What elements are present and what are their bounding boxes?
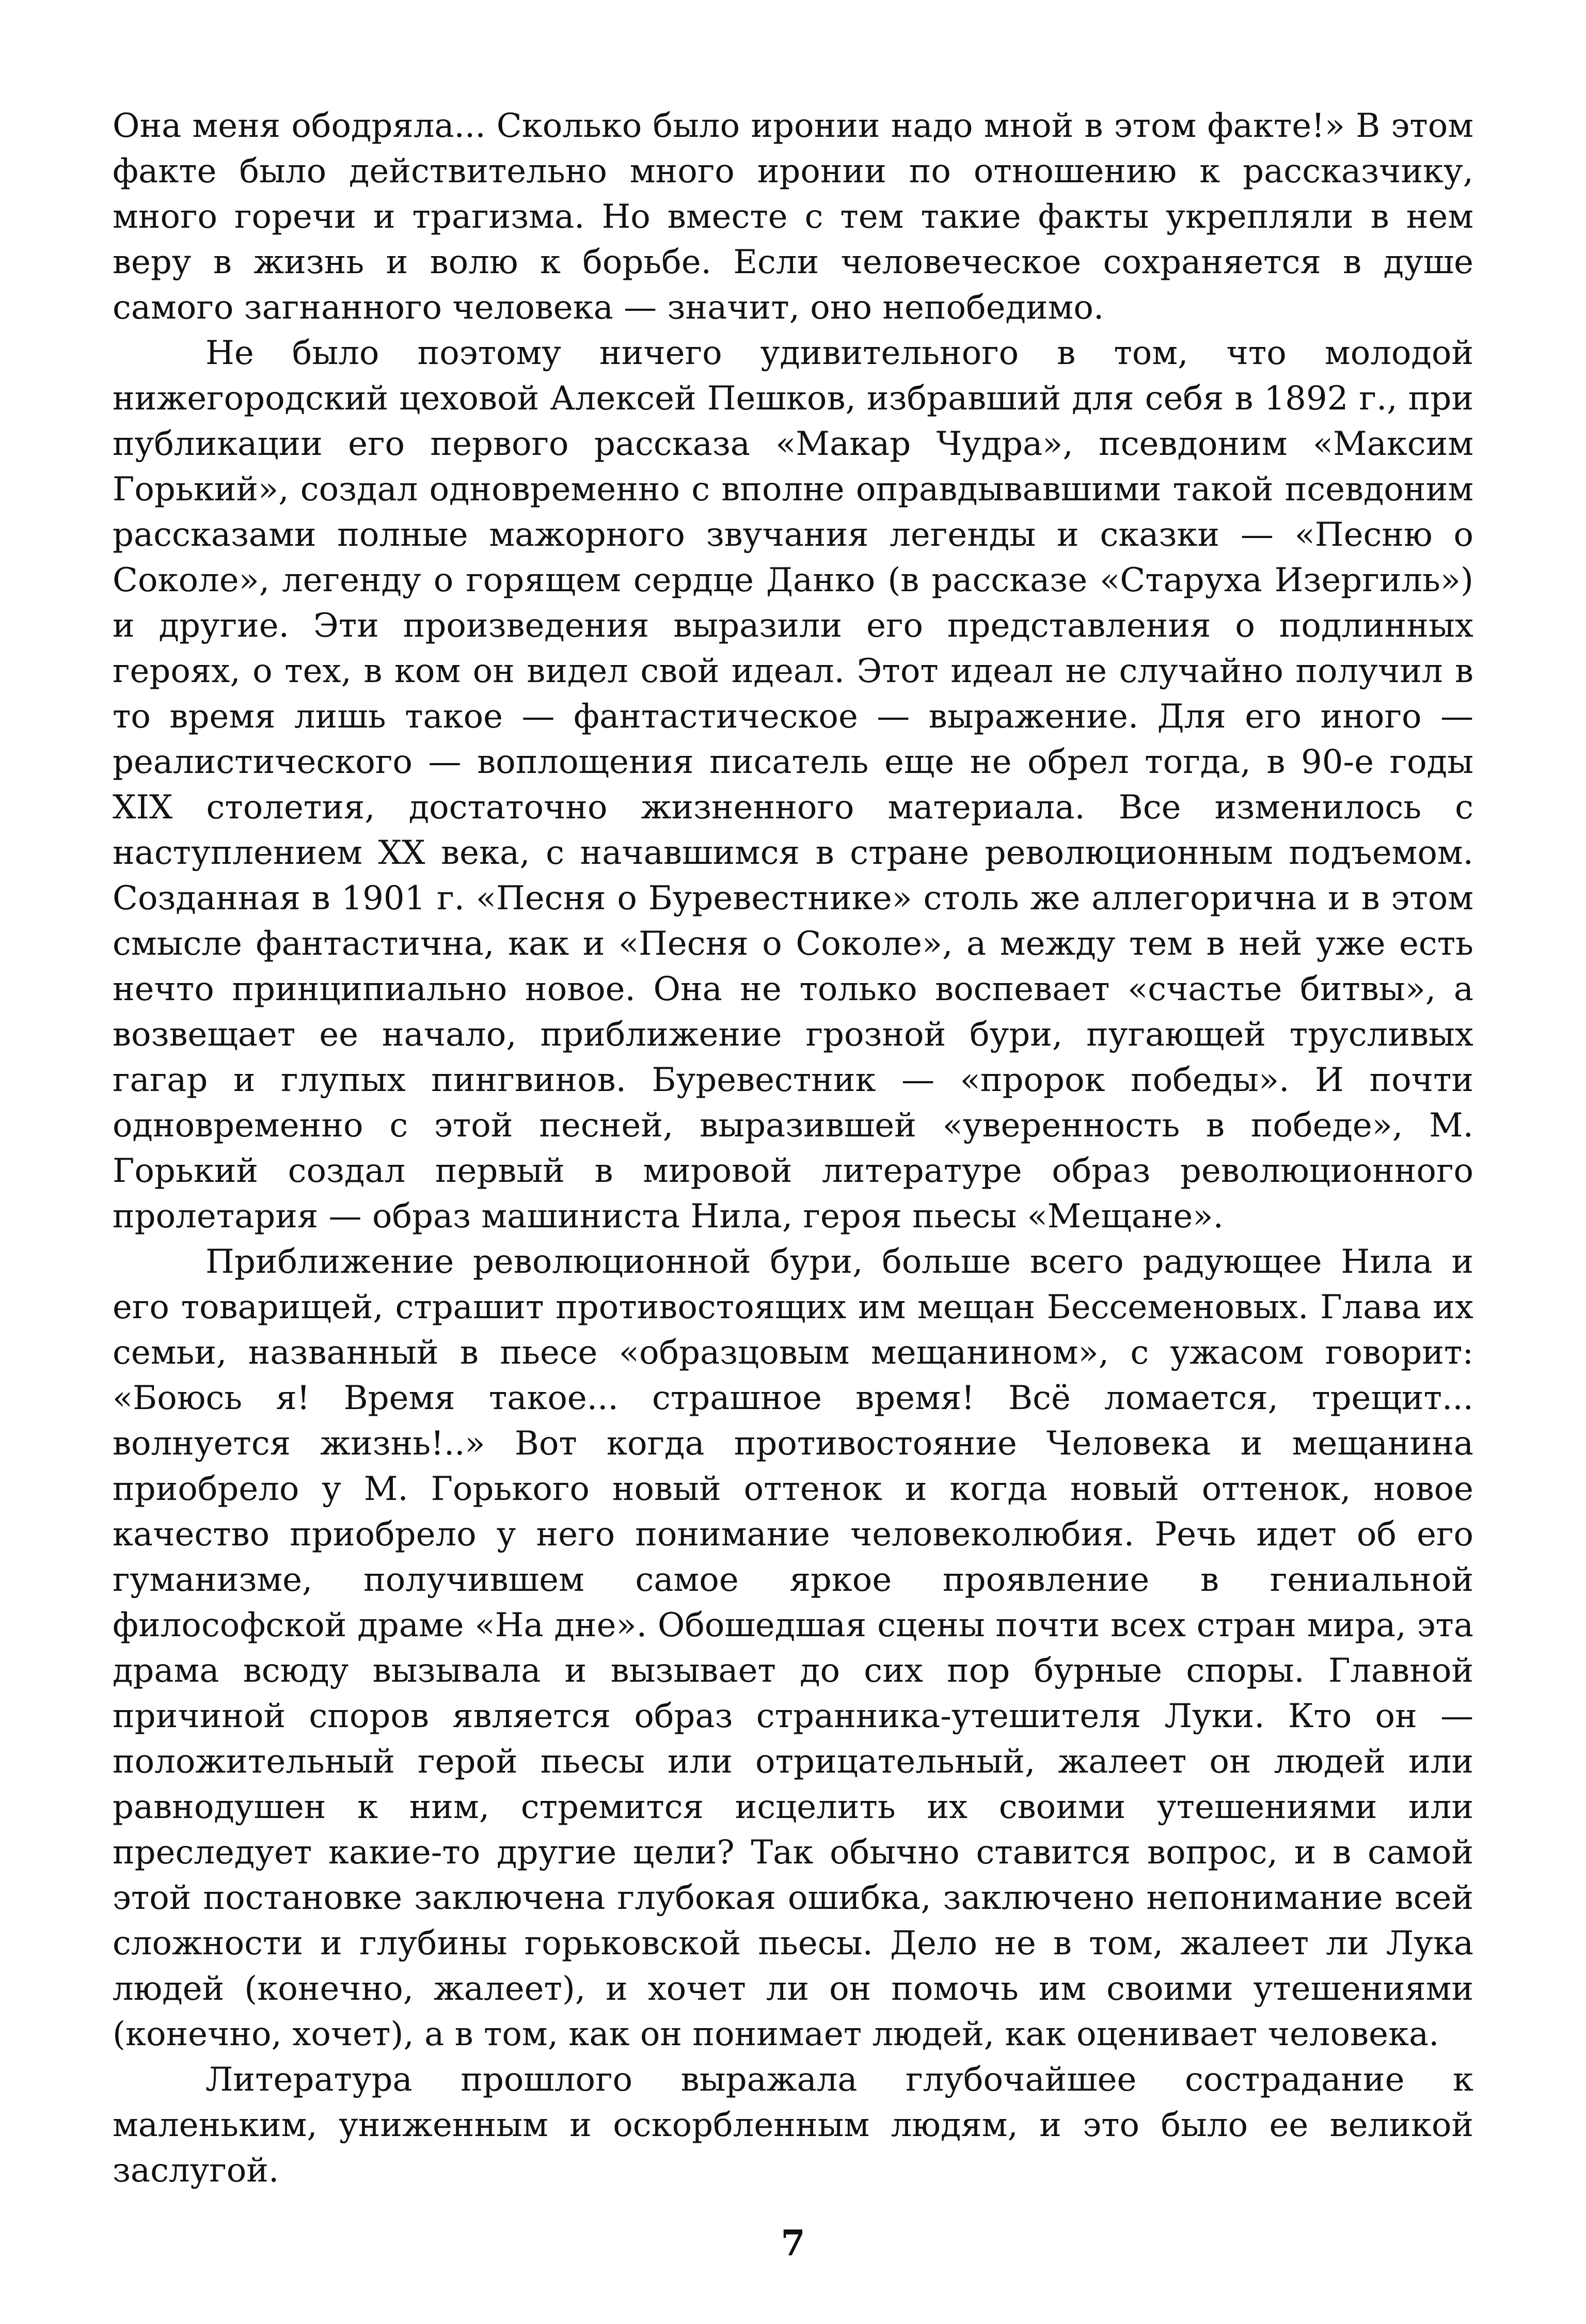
paragraph-4: Литература прошлого выражала глубочайшее сострадание к маленьким, униженным и оскорбленным людям, и это было ее великой заслугой. — [113, 2061, 1473, 2190]
body-text — [113, 103, 1473, 2193]
page-number: 7 — [781, 2223, 805, 2264]
paragraph-1: Она меня ободряла... Сколько было иронии надо мной в этом факте!» В этом факте было действительно много иронии по отношению к рассказчику, много горечи и трагизма. Но вместе с тем такие факты укрепляли в нем веру в жизнь и волю к борьбе. Если человеческое сохраняется в душе самого загнанного человека — значит, оно непобедимо. — [113, 107, 1473, 327]
paragraph-2: Не было поэтому ничего удивительного в том, что молодой нижегородский цеховой Алексей Пешков, избравший для себя в 1892 г., при публикации его первого рассказа «Макар Чудра», псевдоним «Максим Горький», создал одновременно с вполне оправдывавшими такой псевдоним рассказами полные мажорного звучания легенды и сказки — «Песню о Соколе», легенду о горящем сердце Данко (в рассказе «Старуха Изергиль») и другие. Эти произведения выразили его представления о подлинных героях, о тех, в ком он видел свой идеал. Этот идеал не случайно получил в то время лишь такое — фантастическое — выражение. Для его иного — реалистического — воплощения писатель еще не обрел тогда, в 90-е годы XIX столетия, достаточно жизненного материала. Все изменилось с наступлением XX века, с начавшимся в стране революционным подъемом. Созданная в 1901 г. «Песня о Буревестнике» столь же аллегорична и в этом смысле фантастична, как и «Песня о Соколе», а между тем в ней уже есть нечто принципиально новое. Она не только воспевает «счастье битвы», а возвещает ее начало, приближение грозной бури, пугающей трусливых гагар и глупых пингвинов. Буревестник — «пророк победы». И почти одновременно с этой песней, выразившей «уверенность в победе», М. Горький создал первый в мировой литературе образ революционного пролетария — образ машиниста Нила, героя пьесы «Мещане». — [113, 334, 1473, 1236]
paragraph-3: Приближение революционной бури, больше всего радующее Нила и его товарищей, страшит противостоящих им мещан Бессеменовых. Глава их семьи, названный в пьесе «образцовым мещанином», с ужасом говорит: «Боюсь я! Время такое... страшное время! Всё ломается, трещит... волнуется жизнь!..» Вот когда противостояние Человека и мещанина приобрело у М. Горького новый оттенок и когда новый оттенок, новое качество приобрело у него понимание человеколюбия. Речь идет об его гуманизме, получившем самое яркое проявление в гениальной философской драме «На дне». Обошедшая сцены почти всех стран мира, эта драма всюду вызывала и вызывает до сих пор бурные споры. Главной причиной споров является образ странника-утешителя Луки. Кто он — положительный герой пьесы или отрицательный, жалеет он людей или равнодушен к ним, стремится исцелить их своими утешениями или преследует какие-то другие цели? Так обычно ставится вопрос, и в самой этой постановке заключена глубокая ошибка, заключено непонимание всей сложности и глубины горьковской пьесы. Дело не в том, жалеет ли Лука людей (конечно, жалеет), и хочет ли он помочь им своими утешениями (конечно, хочет), а в том, как он понимает людей, как оценивает человека. — [113, 1243, 1473, 2053]
